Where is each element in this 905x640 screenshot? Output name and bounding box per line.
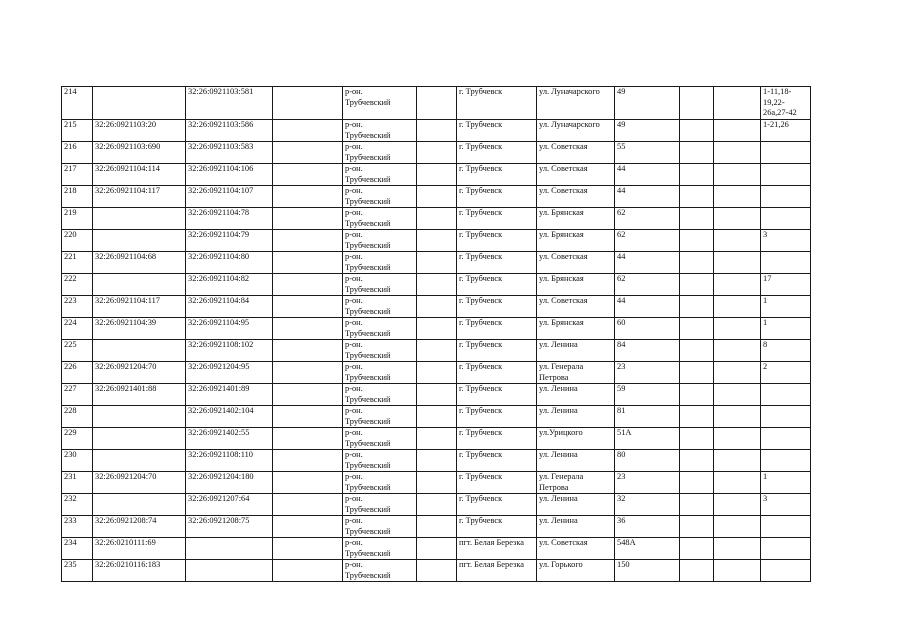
- cell-blank3: [680, 296, 714, 318]
- cell-blank4: [714, 472, 761, 494]
- cell-blank3: [680, 516, 714, 538]
- cell-street: ул. Ленина: [537, 494, 615, 516]
- cell-parcel-new: 32:26:0921104:84: [186, 296, 273, 318]
- cell-blank3: [680, 472, 714, 494]
- cell-num: 224: [62, 318, 93, 340]
- cell-num: 229: [62, 428, 93, 450]
- cell-street: ул. Советская: [537, 164, 615, 186]
- cell-region: р-он. Трубчевский: [343, 296, 417, 318]
- cell-num: 218: [62, 186, 93, 208]
- cell-blank4: [714, 406, 761, 428]
- cell-parcel-new: 32:26:0921108:110: [186, 450, 273, 472]
- cell-blank1: [273, 494, 343, 516]
- cell-city: г. Трубчевск: [457, 384, 537, 406]
- cell-blank4: [714, 252, 761, 274]
- cell-region: р-он. Трубчевский: [343, 186, 417, 208]
- cell-street: ул. Ленина: [537, 384, 615, 406]
- cell-street: ул. Брянская: [537, 318, 615, 340]
- cell-street: ул. Ленина: [537, 516, 615, 538]
- cell-blank2: [417, 472, 457, 494]
- cell-parcel-new: [186, 538, 273, 560]
- cell-region: р-он. Трубчевский: [343, 406, 417, 428]
- cell-parcel-new: 32:26:0921204:95: [186, 362, 273, 384]
- table-row: [62, 362, 811, 384]
- cell-num: 227: [62, 384, 93, 406]
- cell-blank4: [714, 164, 761, 186]
- cell-blank2: [417, 494, 457, 516]
- table-row: [62, 208, 811, 230]
- cell-region: р-он. Трубчевский: [343, 164, 417, 186]
- cell-parcel-new: 32:26:0921103:583: [186, 142, 273, 164]
- cell-house: 548А: [615, 538, 680, 560]
- cell-blank3: [680, 384, 714, 406]
- cell-city: г. Трубчевск: [457, 494, 537, 516]
- cell-street: ул. Генерала Петрова: [537, 472, 615, 494]
- table-row: [62, 274, 811, 296]
- cell-house: 81: [615, 406, 680, 428]
- cell-blank1: [273, 120, 343, 142]
- cell-blank3: [680, 538, 714, 560]
- cell-street: ул. Горького: [537, 560, 615, 582]
- table-row: [62, 340, 811, 362]
- cell-blank2: [417, 340, 457, 362]
- cell-num: 219: [62, 208, 93, 230]
- cell-blank1: [273, 252, 343, 274]
- cell-house: 80: [615, 450, 680, 472]
- cell-num: 231: [62, 472, 93, 494]
- cell-num: 235: [62, 560, 93, 582]
- cell-num: 217: [62, 164, 93, 186]
- cell-region: р-он. Трубчевский: [343, 472, 417, 494]
- cell-blank1: [273, 450, 343, 472]
- table-row: [62, 428, 811, 450]
- cell-parcel-new: 32:26:0921402:104: [186, 406, 273, 428]
- cell-parcel-old: [93, 406, 186, 428]
- cell-parcel-old: [93, 87, 186, 120]
- cell-region: р-он. Трубчевский: [343, 450, 417, 472]
- cell-house: 44: [615, 186, 680, 208]
- cell-city: г. Трубчевск: [457, 252, 537, 274]
- cell-blank3: [680, 340, 714, 362]
- cell-blank2: [417, 428, 457, 450]
- cell-parcel-old: 32:26:0921208:74: [93, 516, 186, 538]
- cell-num: 225: [62, 340, 93, 362]
- cell-num: 232: [62, 494, 93, 516]
- cell-blank1: [273, 208, 343, 230]
- cell-region: р-он. Трубчевский: [343, 362, 417, 384]
- cell-blank4: [714, 208, 761, 230]
- table-row: [62, 560, 811, 582]
- cell-apartments: 17: [761, 274, 811, 296]
- cell-blank4: [714, 274, 761, 296]
- cell-parcel-new: 32:26:0921204:180: [186, 472, 273, 494]
- cell-blank1: [273, 560, 343, 582]
- cell-apartments: [761, 538, 811, 560]
- cell-apartments: [761, 208, 811, 230]
- registry-table-body: [62, 87, 811, 582]
- table-row: [62, 120, 811, 142]
- cell-blank2: [417, 230, 457, 252]
- cell-parcel-new: 32:26:0921402:55: [186, 428, 273, 450]
- cell-num: 220: [62, 230, 93, 252]
- cell-apartments: 1: [761, 296, 811, 318]
- cell-apartments: 1-21,26: [761, 120, 811, 142]
- cell-region: р-он. Трубчевский: [343, 538, 417, 560]
- cell-street: ул. Советская: [537, 142, 615, 164]
- cell-apartments: 8: [761, 340, 811, 362]
- cell-apartments: [761, 516, 811, 538]
- cell-parcel-old: 32:26:0921104:117: [93, 186, 186, 208]
- table-row: [62, 538, 811, 560]
- cell-parcel-new: 32:26:0921104:78: [186, 208, 273, 230]
- cell-city: пгт. Белая Березка: [457, 538, 537, 560]
- cell-blank1: [273, 186, 343, 208]
- cell-region: р-он. Трубчевский: [343, 252, 417, 274]
- cell-house: 23: [615, 362, 680, 384]
- cell-parcel-new: 32:26:0921104:79: [186, 230, 273, 252]
- cell-house: 51А: [615, 428, 680, 450]
- cell-city: г. Трубчевск: [457, 274, 537, 296]
- cell-street: ул. Брянская: [537, 230, 615, 252]
- cell-blank1: [273, 274, 343, 296]
- cell-region: р-он. Трубчевский: [343, 318, 417, 340]
- cell-region: р-он. Трубчевский: [343, 494, 417, 516]
- cell-parcel-old: [93, 428, 186, 450]
- table-row: [62, 186, 811, 208]
- cell-house: 49: [615, 120, 680, 142]
- cell-house: 44: [615, 164, 680, 186]
- cell-blank4: [714, 230, 761, 252]
- table-row: [62, 516, 811, 538]
- cell-blank1: [273, 384, 343, 406]
- cell-apartments: [761, 406, 811, 428]
- table-row: [62, 252, 811, 274]
- cell-region: р-он. Трубчевский: [343, 208, 417, 230]
- cell-region: р-он. Трубчевский: [343, 87, 417, 120]
- cell-region: р-он. Трубчевский: [343, 340, 417, 362]
- table-row: [62, 384, 811, 406]
- cell-blank1: [273, 362, 343, 384]
- table-row: [62, 494, 811, 516]
- table-row: [62, 406, 811, 428]
- cell-blank2: [417, 87, 457, 120]
- cell-street: ул. Луначарского: [537, 87, 615, 120]
- cell-num: 222: [62, 274, 93, 296]
- cell-blank1: [273, 406, 343, 428]
- table-row: [62, 142, 811, 164]
- cell-apartments: [761, 560, 811, 582]
- cell-blank2: [417, 560, 457, 582]
- cell-parcel-old: 32:26:0921104:39: [93, 318, 186, 340]
- cell-city: г. Трубчевск: [457, 362, 537, 384]
- cell-house: 59: [615, 384, 680, 406]
- cell-parcel-old: 32:26:0921204:70: [93, 362, 186, 384]
- cell-parcel-old: 32:26:0210111:69: [93, 538, 186, 560]
- cell-parcel-new: 32:26:0921103:581: [186, 87, 273, 120]
- cell-city: г. Трубчевск: [457, 208, 537, 230]
- cell-num: 214: [62, 87, 93, 120]
- cell-parcel-old: [93, 230, 186, 252]
- cell-parcel-new: 32:26:0921104:107: [186, 186, 273, 208]
- cell-house: 23: [615, 472, 680, 494]
- cell-blank2: [417, 142, 457, 164]
- cell-blank4: [714, 362, 761, 384]
- cell-street: ул. Брянская: [537, 208, 615, 230]
- cell-num: 215: [62, 120, 93, 142]
- cell-parcel-old: 32:26:0921104:68: [93, 252, 186, 274]
- cell-blank3: [680, 230, 714, 252]
- cell-region: р-он. Трубчевский: [343, 384, 417, 406]
- cell-street: ул. Ленина: [537, 406, 615, 428]
- cell-blank3: [680, 318, 714, 340]
- cell-apartments: [761, 186, 811, 208]
- cell-num: 221: [62, 252, 93, 274]
- cell-parcel-old: 32:26:0921401:88: [93, 384, 186, 406]
- table-row: [62, 164, 811, 186]
- cell-blank1: [273, 340, 343, 362]
- cell-street: ул. Советская: [537, 296, 615, 318]
- cell-blank3: [680, 208, 714, 230]
- cell-region: р-он. Трубчевский: [343, 120, 417, 142]
- cell-street: ул. Советская: [537, 186, 615, 208]
- cell-blank1: [273, 164, 343, 186]
- cell-house: 32: [615, 494, 680, 516]
- cell-blank4: [714, 340, 761, 362]
- cell-street: ул. Советская: [537, 538, 615, 560]
- cell-blank2: [417, 516, 457, 538]
- cell-num: 230: [62, 450, 93, 472]
- cell-city: г. Трубчевск: [457, 340, 537, 362]
- cell-house: 60: [615, 318, 680, 340]
- cell-city: пгт. Белая Березка: [457, 560, 537, 582]
- cell-blank1: [273, 516, 343, 538]
- cell-region: р-он. Трубчевский: [343, 560, 417, 582]
- cell-city: г. Трубчевск: [457, 406, 537, 428]
- cell-parcel-new: 32:26:0921401:89: [186, 384, 273, 406]
- cell-parcel-new: 32:26:0921104:95: [186, 318, 273, 340]
- cell-parcel-old: [93, 340, 186, 362]
- cell-city: г. Трубчевск: [457, 450, 537, 472]
- cell-blank3: [680, 450, 714, 472]
- cell-blank4: [714, 450, 761, 472]
- cell-apartments: 2: [761, 362, 811, 384]
- cell-blank3: [680, 164, 714, 186]
- cell-city: г. Трубчевск: [457, 164, 537, 186]
- cell-blank4: [714, 516, 761, 538]
- cell-blank1: [273, 142, 343, 164]
- cell-blank2: [417, 406, 457, 428]
- cell-blank3: [680, 142, 714, 164]
- cell-street: ул. Ленина: [537, 340, 615, 362]
- cell-num: 228: [62, 406, 93, 428]
- cell-region: р-он. Трубчевский: [343, 274, 417, 296]
- cell-parcel-old: 32:26:0921204:70: [93, 472, 186, 494]
- cell-parcel-old: 32:26:0210116:183: [93, 560, 186, 582]
- cell-blank1: [273, 318, 343, 340]
- cell-num: 216: [62, 142, 93, 164]
- cell-parcel-new: 32:26:0921104:106: [186, 164, 273, 186]
- cell-blank4: [714, 87, 761, 120]
- cell-parcel-old: [93, 450, 186, 472]
- cell-parcel-old: 32:26:0921104:117: [93, 296, 186, 318]
- cell-region: р-он. Трубчевский: [343, 428, 417, 450]
- cell-blank4: [714, 384, 761, 406]
- cell-house: 62: [615, 274, 680, 296]
- cell-city: г. Трубчевск: [457, 428, 537, 450]
- cell-apartments: 1: [761, 472, 811, 494]
- cell-parcel-old: [93, 494, 186, 516]
- cell-street: ул. Советская: [537, 252, 615, 274]
- cell-city: г. Трубчевск: [457, 318, 537, 340]
- cell-blank2: [417, 120, 457, 142]
- cell-blank4: [714, 494, 761, 516]
- cell-parcel-new: 32:26:0921104:82: [186, 274, 273, 296]
- cell-blank3: [680, 252, 714, 274]
- cell-house: 84: [615, 340, 680, 362]
- cell-blank4: [714, 428, 761, 450]
- cell-blank2: [417, 208, 457, 230]
- cell-apartments: [761, 142, 811, 164]
- cell-house: 62: [615, 230, 680, 252]
- cell-blank2: [417, 384, 457, 406]
- cell-apartments: [761, 450, 811, 472]
- cell-street: ул. Луначарского: [537, 120, 615, 142]
- cell-blank4: [714, 296, 761, 318]
- cell-apartments: [761, 252, 811, 274]
- cell-blank2: [417, 450, 457, 472]
- cell-city: г. Трубчевск: [457, 87, 537, 120]
- cell-blank1: [273, 87, 343, 120]
- cell-parcel-old: 32:26:0921104:114: [93, 164, 186, 186]
- table-row: [62, 87, 811, 120]
- table-row: [62, 230, 811, 252]
- cell-blank1: [273, 538, 343, 560]
- cell-city: г. Трубчевск: [457, 472, 537, 494]
- table-row: [62, 450, 811, 472]
- cell-region: р-он. Трубчевский: [343, 230, 417, 252]
- cell-street: ул. Ленина: [537, 450, 615, 472]
- table-row: [62, 296, 811, 318]
- cell-city: г. Трубчевск: [457, 120, 537, 142]
- cell-parcel-new: 32:26:0921207:64: [186, 494, 273, 516]
- cell-house: 36: [615, 516, 680, 538]
- cell-parcel-new: 32:26:0921208:75: [186, 516, 273, 538]
- registry-table: [61, 86, 811, 582]
- cell-blank2: [417, 296, 457, 318]
- table-row: [62, 318, 811, 340]
- cell-house: 62: [615, 208, 680, 230]
- cell-house: 49: [615, 87, 680, 120]
- cell-city: г. Трубчевск: [457, 230, 537, 252]
- cell-blank3: [680, 362, 714, 384]
- cell-apartments: [761, 428, 811, 450]
- cell-blank3: [680, 560, 714, 582]
- cell-apartments: 3: [761, 494, 811, 516]
- cell-city: г. Трубчевск: [457, 142, 537, 164]
- cell-num: 234: [62, 538, 93, 560]
- cell-blank2: [417, 252, 457, 274]
- cell-city: г. Трубчевск: [457, 516, 537, 538]
- cell-house: 44: [615, 252, 680, 274]
- cell-apartments: 1-11,18- 19,22- 26а,27-42: [761, 87, 811, 120]
- cell-parcel-old: 32:26:0921103:20: [93, 120, 186, 142]
- cell-blank4: [714, 560, 761, 582]
- cell-street: ул.Урицкого: [537, 428, 615, 450]
- cell-parcel-new: 32:26:0921104:80: [186, 252, 273, 274]
- cell-region: р-он. Трубчевский: [343, 142, 417, 164]
- cell-num: 233: [62, 516, 93, 538]
- cell-blank3: [680, 494, 714, 516]
- cell-blank2: [417, 274, 457, 296]
- cell-blank4: [714, 318, 761, 340]
- cell-blank2: [417, 186, 457, 208]
- cell-blank2: [417, 318, 457, 340]
- cell-apartments: [761, 384, 811, 406]
- cell-apartments: 3: [761, 230, 811, 252]
- cell-blank1: [273, 428, 343, 450]
- cell-blank3: [680, 428, 714, 450]
- cell-parcel-new: 32:26:0921103:586: [186, 120, 273, 142]
- cell-parcel-new: [186, 560, 273, 582]
- cell-blank4: [714, 120, 761, 142]
- cell-city: г. Трубчевск: [457, 186, 537, 208]
- cell-region: р-он. Трубчевский: [343, 516, 417, 538]
- cell-street: ул. Генерала Петрова: [537, 362, 615, 384]
- cell-parcel-old: [93, 274, 186, 296]
- cell-house: 55: [615, 142, 680, 164]
- cell-house: 150: [615, 560, 680, 582]
- cell-street: ул. Брянская: [537, 274, 615, 296]
- cell-blank2: [417, 362, 457, 384]
- cell-blank4: [714, 538, 761, 560]
- cell-blank2: [417, 164, 457, 186]
- table-row: [62, 472, 811, 494]
- cell-blank4: [714, 142, 761, 164]
- cell-blank3: [680, 274, 714, 296]
- cell-house: 44: [615, 296, 680, 318]
- cell-blank3: [680, 406, 714, 428]
- cell-blank3: [680, 87, 714, 120]
- cell-parcel-old: 32:26:0921103:690: [93, 142, 186, 164]
- cell-apartments: 1: [761, 318, 811, 340]
- cell-blank2: [417, 538, 457, 560]
- cell-city: г. Трубчевск: [457, 296, 537, 318]
- cell-parcel-new: 32:26:0921108:102: [186, 340, 273, 362]
- cell-blank1: [273, 472, 343, 494]
- cell-apartments: [761, 164, 811, 186]
- cell-num: 223: [62, 296, 93, 318]
- cell-parcel-old: [93, 208, 186, 230]
- cell-blank1: [273, 230, 343, 252]
- cell-blank1: [273, 296, 343, 318]
- cell-blank3: [680, 186, 714, 208]
- cell-blank3: [680, 120, 714, 142]
- cell-blank4: [714, 186, 761, 208]
- cell-num: 226: [62, 362, 93, 384]
